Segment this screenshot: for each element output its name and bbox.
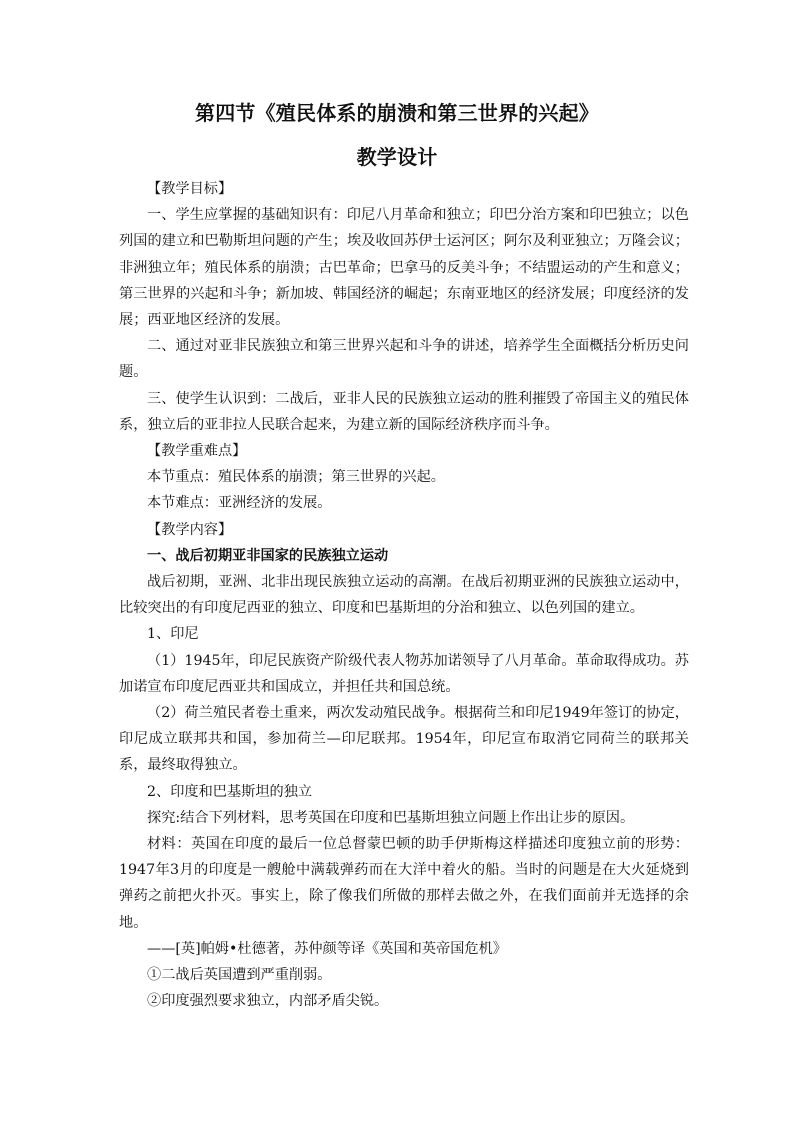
document-title: 第四节《殖民体系的崩溃和第三世界的兴起》	[195, 101, 599, 125]
section-heading-objectives: 【教学目标】	[147, 181, 233, 197]
list-heading: 2、印度和巴基斯坦的独立	[147, 783, 313, 800]
paragraph: 探究:结合下列材料，思考英国在印度和巴基斯坦独立问题上作出让步的原因。	[147, 809, 635, 826]
paragraph: 战后初期，亚洲、北非出现民族独立运动的高潮。在战后初期亚洲的民族独立运动中，比较突出的有印度尼西亚的独立、印度和巴基斯坦的分治和独立、以色列国的建立。	[119, 574, 689, 617]
section-heading-key-points: 【教学重难点】	[147, 443, 247, 460]
paragraph: 一、学生应掌握的基础知识有：印尼八月革命和独立；印巴分治方案和印巴独立；以色列国的建立和巴勒斯坦问题的产生；埃及收回苏伊士运河区；阿尔及利亚独立；万隆会议；非洲独立年；殖民体系的崩溃；古巴革命；巴拿马的反美斗争；不结盟运动的产生和意义；第三世界的兴起和斗争；新加坡、韩国经济的崛起；东南亚地区的经济发展；印度经济的发展；西亚地区经济的发展。	[119, 207, 689, 329]
subsection-heading: 一、战后初期亚非国家的民族独立运动	[147, 547, 389, 564]
section-heading-content: 【教学内容】	[147, 521, 233, 538]
document-body	[119, 176, 689, 1015]
paragraph: 二、通过对亚非民族独立和第三世界兴起和斗争的讲述，培养学生全面概括分析历史问题。	[119, 338, 689, 381]
paragraph: 本节难点：亚洲经济的发展。	[147, 495, 332, 512]
document-subtitle: 教学设计	[356, 145, 438, 169]
quote-source: ——[英]帕姆•杜德著，苏仲颜等译《英国和英帝国危机》	[147, 940, 507, 957]
list-item: ②印度强烈要求独立，内部矛盾尖锐。	[147, 993, 389, 1010]
paragraph: （2）荷兰殖民者卷土重来，两次发动殖民战争。根据荷兰和印尼1949年签订的协定，印尼成立联邦共和国，参加荷兰—印尼联邦。1954年，印尼宣布取消它同荷兰的联邦关系，最终取得独立。	[119, 705, 689, 774]
paragraph: 三、使学生认识到：二战后，亚非人民的民族独立运动的胜利摧毁了帝国主义的殖民体系，独立后的亚非拉人民联合起来，为建立新的国际经济秩序而斗争。	[119, 390, 689, 433]
quote-paragraph: 材料：英国在印度的最后一位总督蒙巴顿的助手伊斯梅这样描述印度独立前的形势：1947年3月的印度是一艘舱中满载弹药而在大洋中着火的船。当时的问题是在大火延烧到弹药之前把火扑灭。事实上，除了像我们所做的那样去做之外，在我们面前并无选择的余地。	[119, 836, 689, 931]
paragraph: 本节重点：殖民体系的崩溃；第三世界的兴起。	[147, 469, 445, 486]
list-heading: 1、印尼	[147, 626, 199, 643]
list-item: ①二战后英国遭到严重削弱。	[147, 967, 332, 984]
paragraph: （1）1945年，印尼民族资产阶级代表人物苏加诺领导了八月革命。革命取得成功。苏加诺宣布印度尼西亚共和国成立，并担任共和国总统。	[119, 652, 689, 695]
